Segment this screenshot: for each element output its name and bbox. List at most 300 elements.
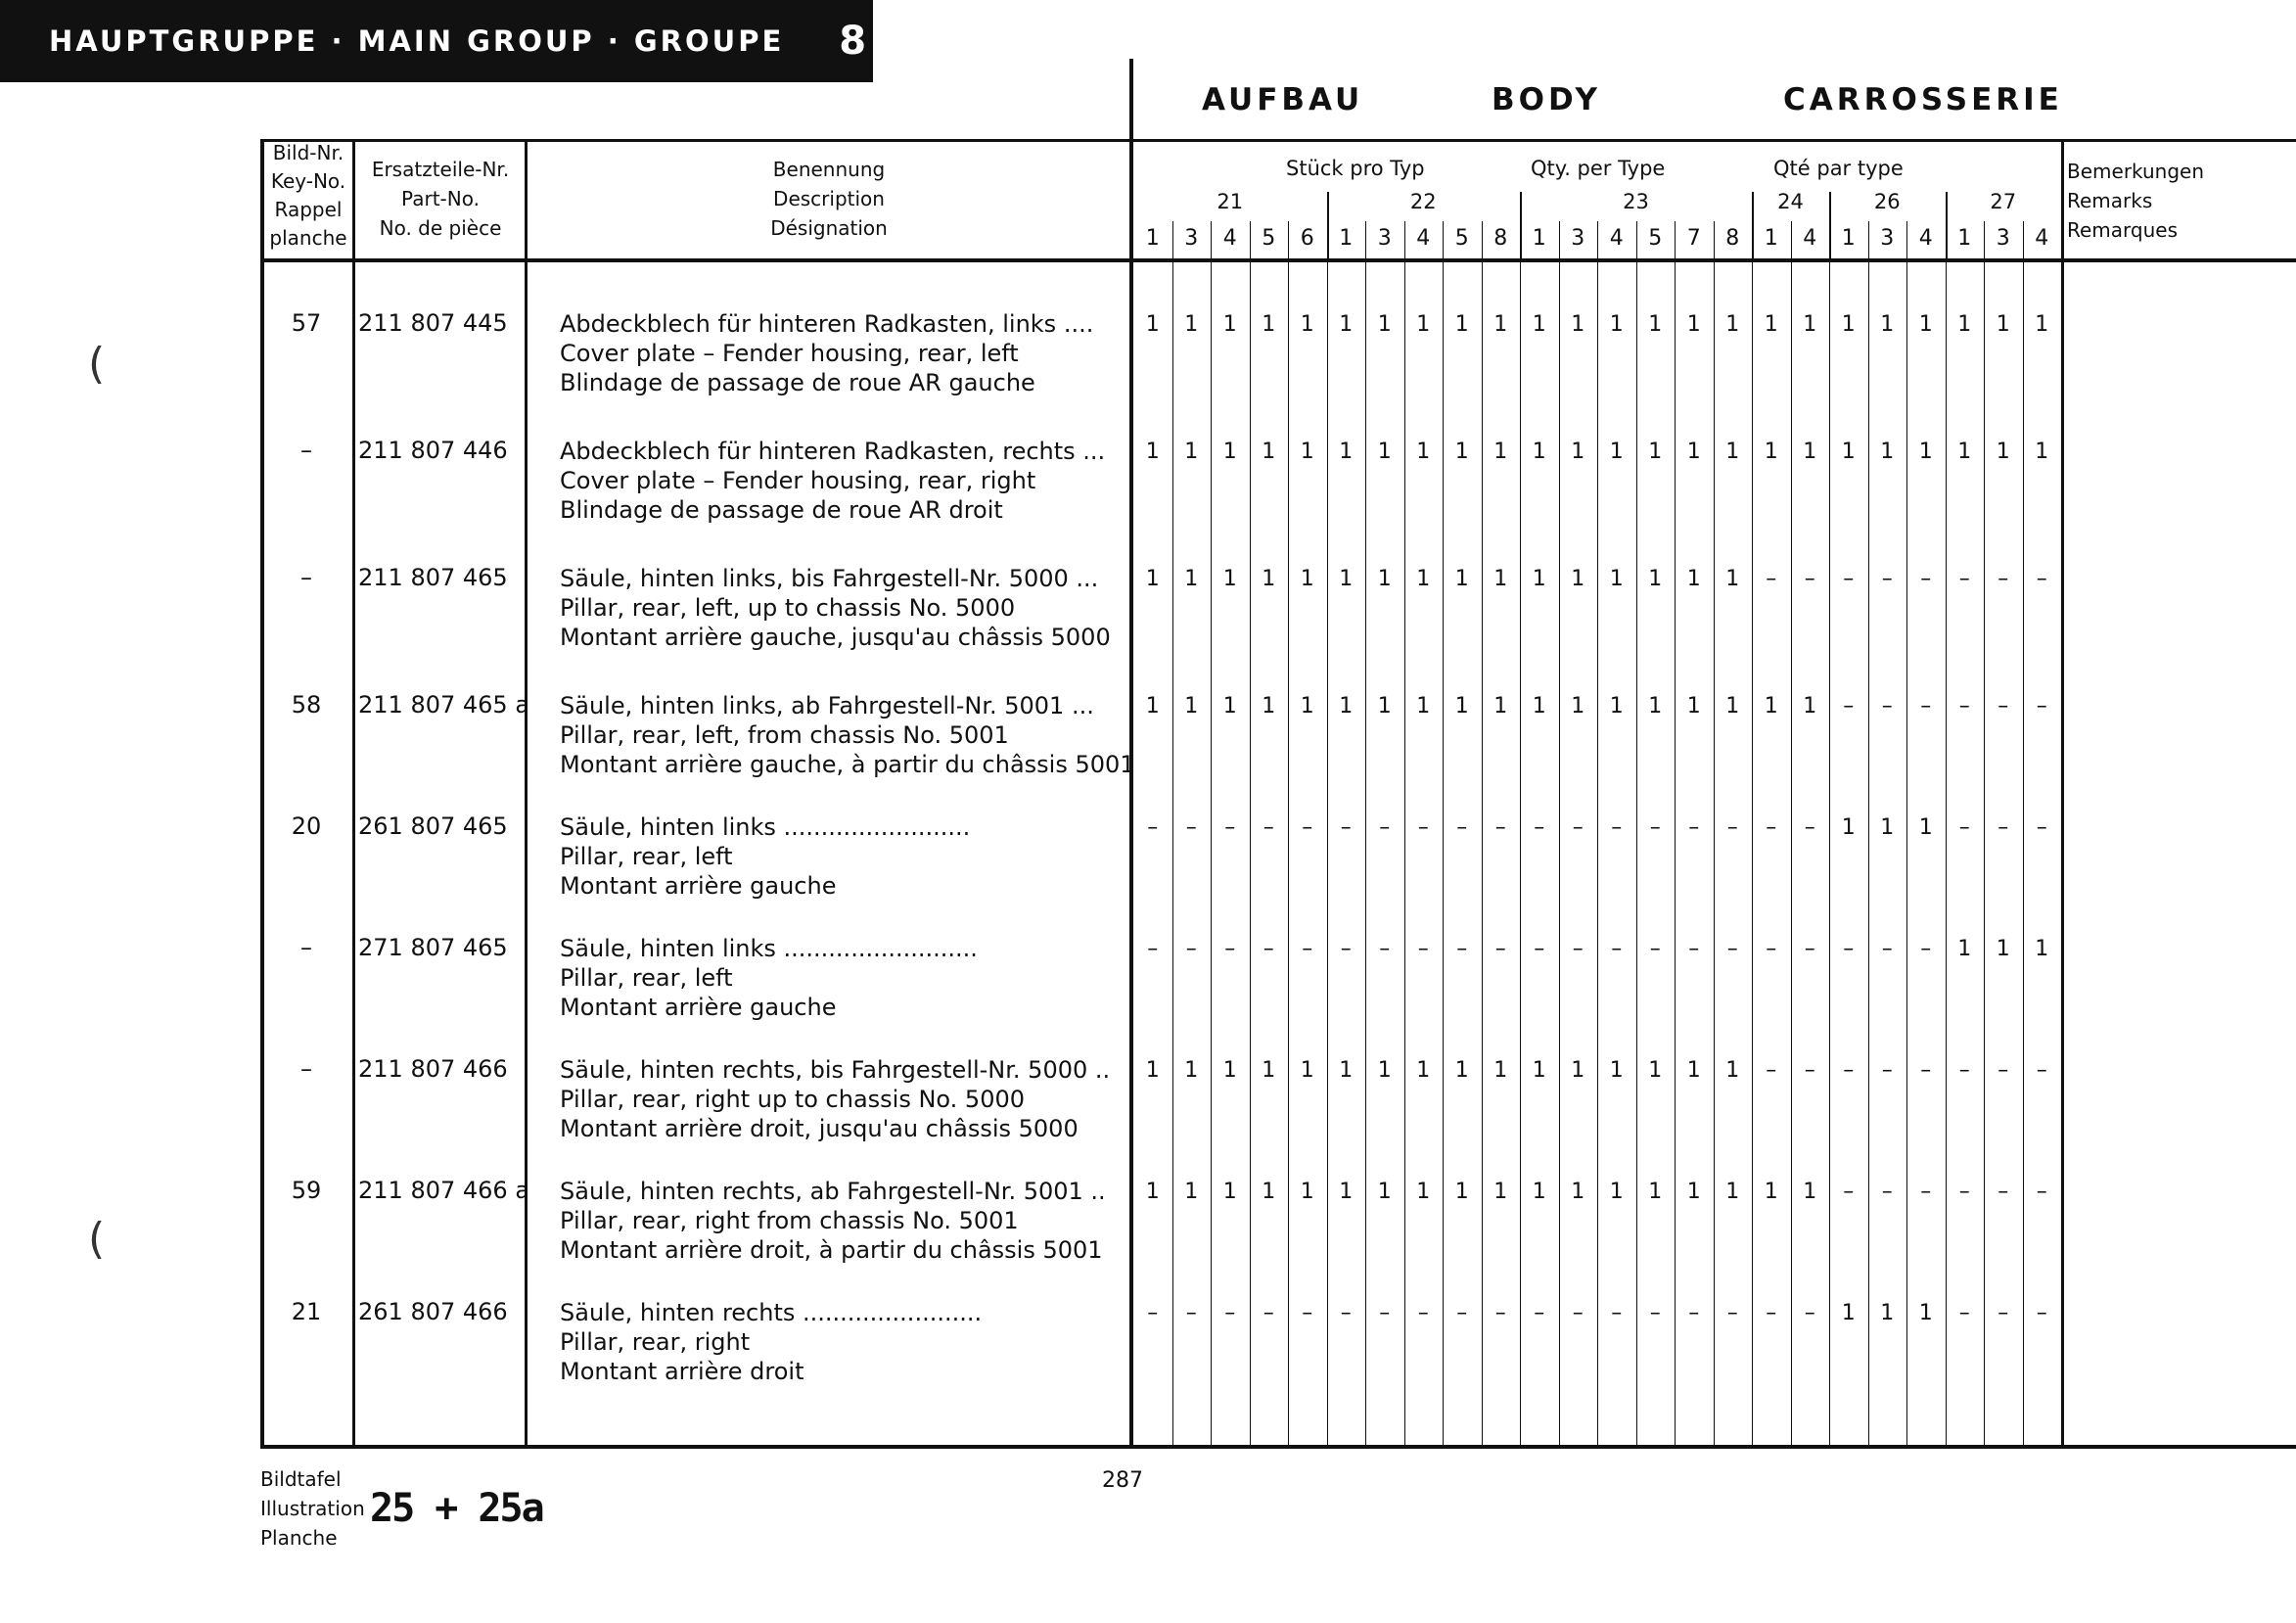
description-line: Säule, hinten rechts, ab Fahrgestell-Nr. 5001 ..	[560, 1178, 1106, 1205]
quantity-cell: –	[1494, 937, 1506, 961]
quantity-cell: –	[1263, 815, 1274, 840]
qty-remarks-divider	[2061, 139, 2064, 1449]
main-group-banner	[0, 0, 873, 82]
quantity-cell: 1	[1725, 694, 1740, 719]
sub-type-label: 1	[1339, 226, 1354, 251]
quantity-cell: 1	[1493, 1180, 1508, 1204]
quantity-cell: –	[2036, 567, 2047, 591]
quantity-cell: –	[1881, 567, 1893, 591]
quantity-cell: –	[1958, 815, 1970, 840]
sub-type-label: 3	[1996, 226, 2010, 251]
quantity-cell: 1	[1725, 1180, 1740, 1204]
quantity-cell: 1	[1764, 1180, 1778, 1204]
part-desc-divider	[525, 139, 528, 1449]
sub-type-label: 1	[1841, 226, 1856, 251]
description-line: Cover plate – Fender housing, rear, right	[560, 467, 1036, 494]
quantity-cell: –	[1611, 1301, 1623, 1325]
part-description	[560, 1298, 1284, 1386]
qty-column-rule	[1482, 262, 1483, 1445]
part-description	[560, 564, 1284, 652]
part-number: 211 807 446	[358, 437, 508, 464]
quantity-cell: 1	[1725, 1058, 1740, 1083]
part-no-header: Ersatzteile-Nr. Part-No. No. de pièce	[371, 158, 510, 240]
quantity-cell: –	[1920, 937, 1932, 961]
sub-type-label: 4	[2035, 226, 2049, 251]
quantity-cell: 1	[1803, 694, 1817, 719]
quantity-cell: 1	[1648, 1180, 1663, 1204]
quantity-cell: 1	[1609, 567, 1624, 591]
quantity-cell: 1	[2035, 312, 2049, 337]
quantity-cell: –	[1881, 694, 1893, 719]
quantity-cell: 1	[1184, 567, 1199, 591]
quantity-cell: –	[1766, 567, 1777, 591]
quantity-cell: 1	[1571, 694, 1585, 719]
key-number: 58	[291, 691, 322, 719]
quantity-cell: 1	[1996, 440, 2010, 464]
quantity-cell: 1	[1725, 567, 1740, 591]
key-number: 59	[291, 1177, 322, 1204]
quantity-cell: 1	[1377, 1058, 1392, 1083]
quantity-cell: 1	[1609, 1058, 1624, 1083]
quantity-cell: 1	[1377, 312, 1392, 337]
sub-type-label: 6	[1300, 226, 1314, 251]
quantity-cell: 1	[1300, 1180, 1314, 1204]
quantity-cell: 1	[1686, 440, 1701, 464]
quantity-cell: –	[1843, 937, 1855, 961]
quantity-cell: –	[1958, 567, 1970, 591]
description-line: Montant arrière droit, à partir du châssis 5001	[560, 1236, 1103, 1264]
description-line: Pillar, rear, left	[560, 843, 733, 870]
quantity-cell: 1	[1493, 694, 1508, 719]
quantity-cell: –	[1998, 815, 2009, 840]
qty-header-tick	[1791, 221, 1792, 258]
part-description	[560, 812, 1284, 901]
quantity-cell: –	[2036, 815, 2047, 840]
quantity-cell: –	[1881, 1058, 1893, 1083]
qty-header-tick	[1482, 221, 1483, 258]
description-line: Abdeckblech für hinteren Radkasten, rechts ...	[560, 438, 1106, 465]
quantity-cell: 1	[1416, 312, 1431, 337]
quantity-cell: 1	[1377, 440, 1392, 464]
quantity-cell: –	[1417, 1301, 1429, 1325]
quantity-cell: 1	[1145, 567, 1160, 591]
description-line: Montant arrière gauche, à partir du châssis 5001	[560, 751, 1135, 778]
quantity-cell: –	[1726, 1301, 1738, 1325]
quantity-cell: –	[1456, 937, 1468, 961]
quantity-cell: –	[1726, 937, 1738, 961]
quantity-cell: –	[1494, 1301, 1506, 1325]
quantity-cell: –	[1185, 1301, 1197, 1325]
description-line: Blindage de passage de roue AR droit	[560, 496, 1003, 524]
quantity-cell: –	[1881, 937, 1893, 961]
quantity-cell: –	[1766, 1058, 1777, 1083]
quantity-cell: 1	[1145, 440, 1160, 464]
quantity-cell: –	[1534, 937, 1545, 961]
description-line: Montant arrière gauche	[560, 994, 837, 1021]
sub-type-label: 7	[1686, 226, 1701, 251]
table-top-rule	[260, 139, 2296, 142]
sub-type-label: 1	[1957, 226, 1972, 251]
part-description	[560, 934, 1284, 1022]
quantity-cell: 1	[1880, 312, 1895, 337]
qty-header-tick	[1404, 221, 1405, 258]
quantity-cell: 1	[1222, 440, 1237, 464]
description-line: Blindage de passage de roue AR gauche	[560, 369, 1035, 396]
description-line: Säule, hinten links, bis Fahrgestell-Nr. 5000 ...	[560, 565, 1099, 592]
description-line: Pillar, rear, right from chassis No. 5001	[560, 1207, 1019, 1234]
qty-header-tick	[1211, 221, 1212, 258]
quantity-cell: 1	[1957, 312, 1972, 337]
quantity-cell: –	[1881, 1180, 1893, 1204]
quantity-cell: –	[1843, 1180, 1855, 1204]
quantity-cell: 1	[1880, 1301, 1895, 1325]
quantity-cell: 1	[2035, 937, 2049, 961]
quantity-cell: 1	[1493, 1058, 1508, 1083]
remarks-header: Bemerkungen Remarks Remarques	[2067, 160, 2205, 242]
quantity-cell: –	[1185, 815, 1197, 840]
quantity-cell: 1	[1532, 1058, 1546, 1083]
quantity-cell: –	[1379, 937, 1391, 961]
quantity-cell: –	[1456, 1301, 1468, 1325]
quantity-cell: 1	[1339, 440, 1354, 464]
quantity-cell: 1	[1996, 937, 2010, 961]
quantity-cell: 1	[1609, 1180, 1624, 1204]
quantity-cell: –	[1958, 1058, 1970, 1083]
qty-column-rule	[1288, 262, 1289, 1445]
description-line: Säule, hinten links ..........................	[560, 935, 978, 962]
quantity-cell: 1	[1648, 694, 1663, 719]
part-description	[560, 1055, 1284, 1143]
type-group-label: 27	[1990, 190, 2017, 213]
quantity-cell: 1	[2035, 440, 2049, 464]
quantity-cell: 1	[1648, 440, 1663, 464]
quantity-cell: 1	[1686, 567, 1701, 591]
quantity-cell: 1	[1339, 1058, 1354, 1083]
quantity-cell: –	[1572, 937, 1584, 961]
quantity-cell: 1	[1803, 440, 1817, 464]
quantity-cell: 1	[1339, 567, 1354, 591]
quantity-cell: 1	[1222, 312, 1237, 337]
description-line: Montant arrière droit	[560, 1358, 804, 1385]
quantity-cell: –	[1688, 937, 1700, 961]
quantity-cell: –	[1998, 1180, 2009, 1204]
quantity-cell: –	[1920, 1058, 1932, 1083]
quantity-cell: –	[1688, 815, 1700, 840]
quantity-cell: –	[1649, 1301, 1661, 1325]
quantity-cell: –	[1534, 815, 1545, 840]
quantity-cell: 1	[1454, 312, 1469, 337]
quantity-cell: –	[1340, 1301, 1352, 1325]
quantity-cell: –	[1649, 937, 1661, 961]
quantity-cell: 1	[1493, 312, 1508, 337]
quantity-cell: 1	[1222, 567, 1237, 591]
qty-header-tick	[2023, 221, 2024, 258]
sub-type-label: 1	[1764, 226, 1778, 251]
qty-column-rule	[1520, 262, 1521, 1445]
quantity-cell: –	[1379, 815, 1391, 840]
header-bottom-rule	[260, 258, 2296, 262]
part-number: 211 807 465 a	[358, 691, 530, 719]
quantity-cell: 1	[1300, 312, 1314, 337]
part-description	[560, 437, 1284, 525]
quantity-cell: 1	[1648, 312, 1663, 337]
title-en: BODY	[1492, 82, 1601, 117]
quantity-cell: 1	[1222, 1180, 1237, 1204]
quantity-cell: 1	[1571, 440, 1585, 464]
quantity-cell: 1	[1841, 312, 1856, 337]
description-line: Cover plate – Fender housing, rear, left	[560, 340, 1019, 367]
quantity-cell: 1	[1145, 1180, 1160, 1204]
qty-header-tick	[1868, 221, 1869, 258]
quantity-cell: –	[1804, 567, 1815, 591]
quantity-cell: 1	[1262, 1058, 1276, 1083]
quantity-cell: –	[1379, 1301, 1391, 1325]
quantity-cell: –	[1920, 694, 1932, 719]
qty-column-rule	[1714, 262, 1715, 1445]
quantity-cell: 1	[1454, 440, 1469, 464]
quantity-cell: 1	[1377, 567, 1392, 591]
quantity-cell: 1	[1416, 1180, 1431, 1204]
qty-header-tick	[1906, 221, 1907, 258]
quantity-cell: –	[2036, 1301, 2047, 1325]
quantity-cell: –	[1147, 815, 1159, 840]
quantity-cell: 1	[1803, 1180, 1817, 1204]
quantity-cell: 1	[1648, 1058, 1663, 1083]
sub-type-label: 4	[1609, 226, 1624, 251]
sub-type-label: 5	[1648, 226, 1663, 251]
description-line: Montant arrière gauche	[560, 872, 837, 900]
quantity-cell: –	[1843, 1058, 1855, 1083]
part-number: 261 807 465	[358, 812, 508, 840]
sub-type-label: 4	[1918, 226, 1933, 251]
binder-hole-mark-top: (	[88, 339, 106, 389]
quantity-cell: 1	[1880, 440, 1895, 464]
quantity-cell: 1	[1145, 694, 1160, 719]
quantity-cell: 1	[1262, 312, 1276, 337]
sub-type-label: 4	[1222, 226, 1237, 251]
quantity-cell: –	[1572, 815, 1584, 840]
quantity-cell: 1	[1493, 440, 1508, 464]
quantity-cell: 1	[1532, 312, 1546, 337]
quantity-cell: –	[1766, 937, 1777, 961]
sub-type-label: 1	[1145, 226, 1160, 251]
quantity-cell: –	[1340, 815, 1352, 840]
quantity-cell: 1	[1764, 694, 1778, 719]
quantity-cell: –	[1611, 815, 1623, 840]
quantity-cell: –	[1340, 937, 1352, 961]
quantity-cell: –	[1958, 1180, 1970, 1204]
qty-column-rule	[1984, 262, 1985, 1445]
quantity-cell: –	[1843, 694, 1855, 719]
quantity-cell: –	[1804, 937, 1815, 961]
quantity-cell: 1	[1262, 567, 1276, 591]
quantity-cell: –	[1998, 567, 2009, 591]
part-description	[560, 1177, 1284, 1265]
description-line: Pillar, rear, right up to chassis No. 5000	[560, 1086, 1026, 1113]
quantity-cell: 1	[1571, 567, 1585, 591]
quantity-cell: –	[1224, 1301, 1236, 1325]
quantity-cell: 1	[1339, 312, 1354, 337]
quantity-cell: 1	[1532, 1180, 1546, 1204]
quantity-cell: 1	[1686, 1180, 1701, 1204]
quantity-cell: –	[1263, 937, 1274, 961]
quantity-cell: 1	[1416, 1058, 1431, 1083]
qty-header-tick	[1365, 221, 1366, 258]
quantity-cell: 1	[1416, 694, 1431, 719]
key-no-header: Bild-Nr. Key-No. Rappel planche	[269, 141, 347, 250]
quantity-cell: 1	[1300, 1058, 1314, 1083]
sub-type-label: 3	[1184, 226, 1199, 251]
quantity-cell: 1	[1262, 694, 1276, 719]
quantity-cell: –	[1804, 815, 1815, 840]
group-number: 8	[839, 19, 870, 64]
part-number: 261 807 466	[358, 1298, 508, 1325]
quantity-cell: –	[1688, 1301, 1700, 1325]
sub-type-label: 5	[1262, 226, 1276, 251]
quantity-cell: 1	[1571, 312, 1585, 337]
quantity-cell: 1	[1957, 440, 1972, 464]
sub-type-label: 8	[1725, 226, 1740, 251]
sub-type-label: 4	[1803, 226, 1817, 251]
quantity-cell: –	[1302, 815, 1313, 840]
quantity-cell: 1	[1300, 440, 1314, 464]
quantity-cell: 1	[1803, 312, 1817, 337]
quantity-cell: –	[1920, 1180, 1932, 1204]
qty-column-rule	[2023, 262, 2024, 1445]
qty-header-en: Qty. per Type	[1531, 157, 1666, 180]
quantity-cell: 1	[1648, 567, 1663, 591]
quantity-cell: –	[1611, 937, 1623, 961]
key-number: 20	[291, 812, 322, 840]
quantity-cell: –	[1263, 1301, 1274, 1325]
description-line: Pillar, rear, right	[560, 1328, 751, 1356]
quantity-cell: –	[1456, 815, 1468, 840]
title-de: AUFBAU	[1202, 82, 1364, 117]
quantity-cell: 1	[1377, 694, 1392, 719]
qty-header-tick	[1714, 221, 1715, 258]
quantity-cell: 1	[1222, 694, 1237, 719]
part-number: 211 807 465	[358, 564, 508, 591]
quantity-cell: –	[1224, 815, 1236, 840]
description-line: Säule, hinten rechts, bis Fahrgestell-Nr. 5000 ..	[560, 1056, 1111, 1084]
qty-header-tick	[1636, 221, 1637, 258]
qty-header-tick	[1559, 221, 1560, 258]
qty-column-rule	[1946, 262, 1947, 1445]
quantity-cell: 1	[1532, 440, 1546, 464]
description-line: Säule, hinten links .........................	[560, 813, 971, 841]
part-number: 271 807 465	[358, 934, 508, 961]
quantity-cell: –	[1958, 694, 1970, 719]
qty-column-rule	[1829, 262, 1830, 1445]
part-description	[560, 309, 1284, 397]
sub-type-label: 1	[1532, 226, 1546, 251]
quantity-cell: –	[1920, 567, 1932, 591]
quantity-cell: –	[1417, 937, 1429, 961]
qty-column-rule	[1675, 262, 1676, 1445]
qty-header-tick	[1288, 221, 1289, 258]
key-number: –	[300, 437, 312, 464]
description-line: Montant arrière droit, jusqu'au châssis 5000	[560, 1115, 1079, 1142]
qty-column-rule	[1559, 262, 1560, 1445]
quantity-cell: 1	[1222, 1058, 1237, 1083]
qty-header-tick	[1946, 192, 1948, 258]
quantity-cell: 1	[1918, 440, 1933, 464]
quantity-cell: 1	[1184, 1058, 1199, 1083]
illustration-plate-number: 25 + 25a	[370, 1486, 543, 1531]
sub-type-label: 8	[1493, 226, 1508, 251]
quantity-cell: –	[1147, 1301, 1159, 1325]
quantity-cell: 1	[1454, 1180, 1469, 1204]
quantity-cell: 1	[1686, 1058, 1701, 1083]
sub-type-label: 4	[1416, 226, 1431, 251]
key-number: –	[300, 1055, 312, 1083]
main-group-label: HAUPTGRUPPE · MAIN GROUP · GROUPE	[49, 24, 785, 58]
description-line: Säule, hinten rechts ........................	[560, 1299, 983, 1326]
quantity-cell: 1	[1184, 694, 1199, 719]
sub-type-label: 5	[1454, 226, 1469, 251]
key-number: –	[300, 934, 312, 961]
qty-column-rule	[1327, 262, 1328, 1445]
quantity-cell: 1	[1686, 312, 1701, 337]
qty-header-tick	[1829, 192, 1831, 258]
quantity-cell: 1	[1957, 937, 1972, 961]
description-line: Pillar, rear, left, from chassis No. 5001	[560, 721, 1009, 749]
quantity-cell: –	[1302, 937, 1313, 961]
quantity-cell: 1	[1841, 1301, 1856, 1325]
quantity-cell: 1	[1725, 440, 1740, 464]
quantity-cell: –	[1494, 815, 1506, 840]
part-number: 211 807 466	[358, 1055, 508, 1083]
quantity-cell: 1	[1416, 440, 1431, 464]
quantity-cell: 1	[1377, 1180, 1392, 1204]
qty-header-tick	[1327, 192, 1329, 258]
type-group-label: 22	[1409, 190, 1437, 213]
quantity-cell: 1	[1686, 694, 1701, 719]
part-description	[560, 691, 1284, 779]
quantity-cell: 1	[1918, 1301, 1933, 1325]
sub-type-label: 3	[1377, 226, 1392, 251]
type-group-label: 26	[1873, 190, 1901, 213]
qty-header-tick	[1752, 192, 1754, 258]
quantity-cell: –	[1302, 1301, 1313, 1325]
quantity-cell: –	[1726, 815, 1738, 840]
part-number: 211 807 445	[358, 309, 508, 337]
qty-header-de: Stück pro Typ	[1286, 157, 1425, 180]
type-group-label: 23	[1623, 190, 1649, 213]
quantity-cell: 1	[1454, 1058, 1469, 1083]
qty-column-rule	[1443, 262, 1444, 1445]
qty-column-rule	[1365, 262, 1366, 1445]
qty-header-tick	[1250, 221, 1251, 258]
quantity-cell: –	[1998, 1301, 2009, 1325]
qty-header-tick	[1597, 221, 1598, 258]
quantity-cell: 1	[1184, 312, 1199, 337]
quantity-cell: 1	[1725, 312, 1740, 337]
quantity-cell: 1	[1609, 694, 1624, 719]
quantity-cell: –	[1804, 1301, 1815, 1325]
quantity-cell: 1	[1145, 1058, 1160, 1083]
quantity-cell: –	[1224, 937, 1236, 961]
qty-column-rule	[1597, 262, 1598, 1445]
qty-header-tick	[1675, 221, 1676, 258]
quantity-cell: –	[1843, 567, 1855, 591]
key-part-divider	[352, 139, 355, 1449]
qty-column-rule	[1868, 262, 1869, 1445]
quantity-cell: 1	[1145, 312, 1160, 337]
quantity-cell: –	[2036, 1058, 2047, 1083]
quantity-cell: –	[1958, 1301, 1970, 1325]
qty-column-rule	[1906, 262, 1907, 1445]
